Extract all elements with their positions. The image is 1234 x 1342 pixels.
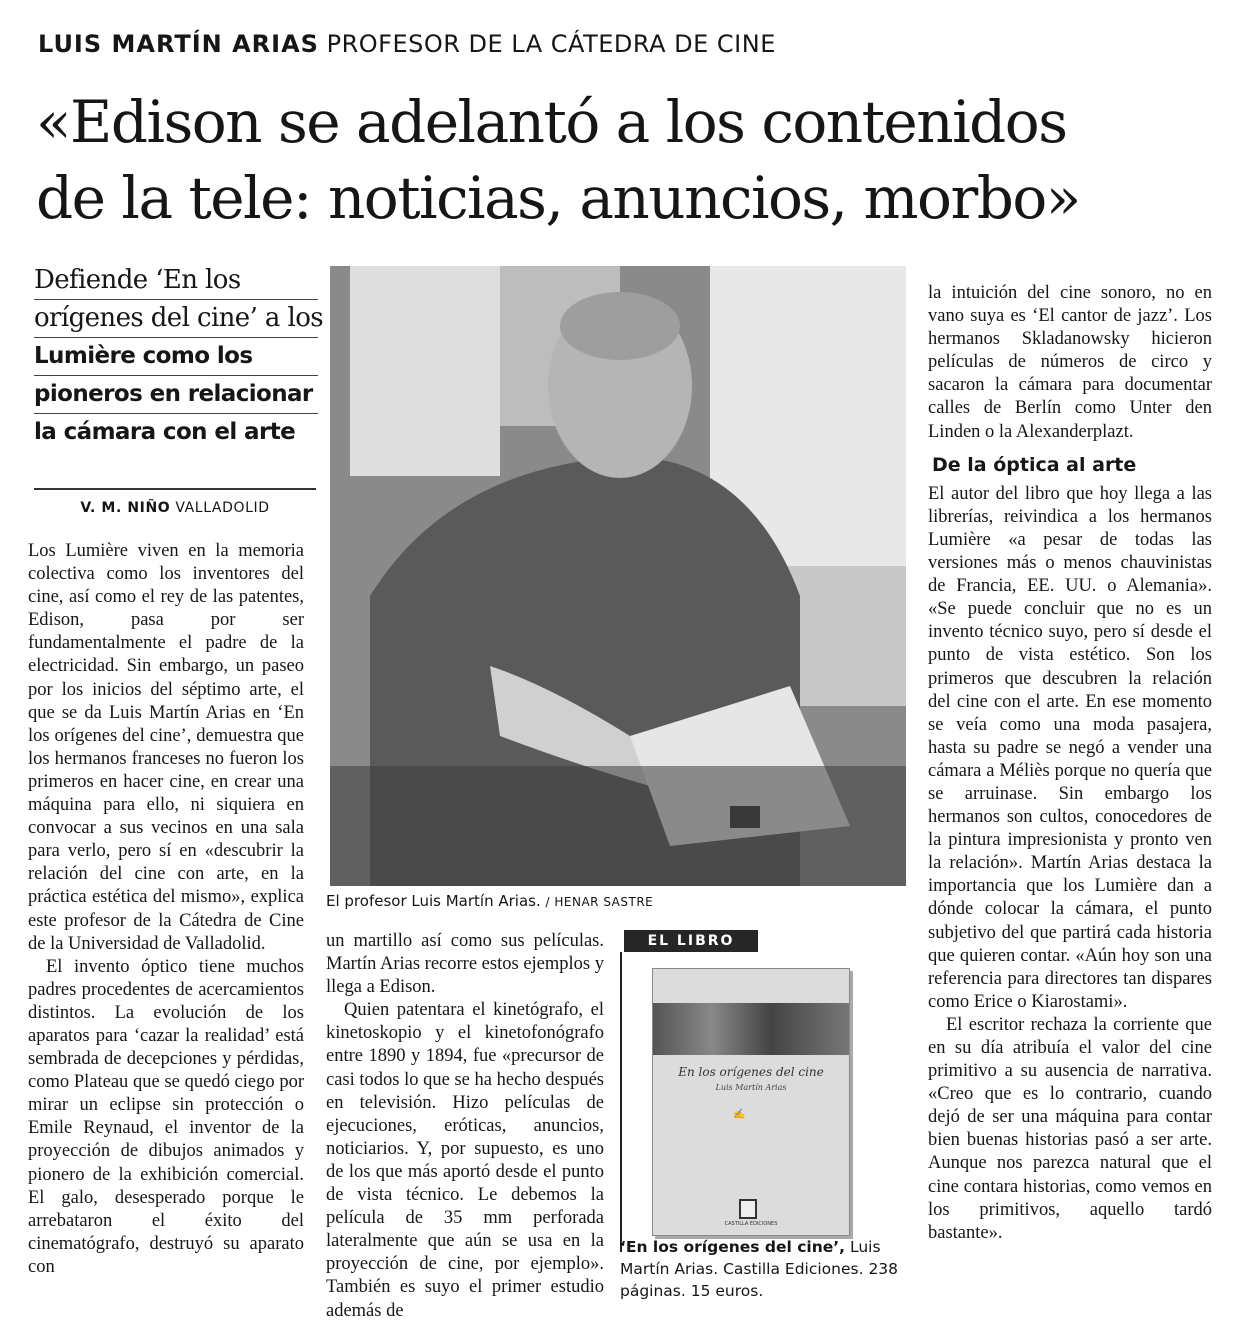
book-cover-mark: ✍ xyxy=(733,1109,746,1120)
photo xyxy=(330,266,906,886)
body-column-3 xyxy=(928,282,1212,1245)
body-column-1 xyxy=(28,540,304,1279)
subhead-line: orígenes del cine’ a los xyxy=(34,300,318,338)
photo-credit: / HENAR SASTRE xyxy=(545,895,654,909)
paragraph: El autor del libro que hoy llega a las librerías, reivindica a los hermanos Lumière «a pesar de todas las versiones más o menos chauvinistas de Francia, EE. UU. o Alemania». «Se puede concluir que no es un invento técnico suyo, pero sí desde el punto de vista estético. Son los primeros que descubren la relación del cine con el arte. En ese momento se veía como una moda pasajera, hasta su padre se negó a vender una cámara a Méliès porque no quería que se arruinase. Sin embargo los hermanos son cultos, conocedores de la pintura impresionista y pronto ven la relación». Martín Arias destaca la importancia que los Lumière dan a dónde colocar la cámara, el punto subjetivo del que partirá cada historia que quieren contar. «Aún hoy son una referencia para directores tan dispares como Erice o Kiarostami». xyxy=(928,483,1212,1012)
paragraph: El escritor rechaza la corriente que en su día atribuía el valor del cine primitivo a su ausencia de narrativa. «Creo que es lo contrario, cuando dejó de ser una máquina para contar bien buenas historias pasó a ser arte. Aunque nos parezca natural que el cine contara historias, como vemos en los primitivos, aquello tardó bastante». xyxy=(928,1014,1212,1243)
kicker-name: LUIS MARTÍN ARIAS xyxy=(38,30,319,58)
paragraph: El invento óptico tiene muchos padres procedentes de acercamientos distintos. La evolución de los aparatos para ‘cazar la realidad’ está sembrada de decepciones y pérdidas, como Plateau que se quedó ciego por mirar un eclipse sin protección o Emile Reynaud, el inventor de la proyección de dibujos animados y pionero de la exhibición comercial. El galo, desesperado porque le arrebataron el éxito del cinematógrafo, destruyó su aparato con xyxy=(28,956,304,1277)
book-box-rule xyxy=(620,952,622,1252)
book-details: Luis Martín Arias. Castilla Ediciones. 238 páginas. 15 euros. xyxy=(620,1238,899,1300)
section-subtitle: De la óptica al arte xyxy=(932,453,1137,476)
book-box xyxy=(620,930,912,1300)
book-cover-publisher: CASTILLA EDICIONES xyxy=(724,1221,778,1227)
body-column-2 xyxy=(326,930,604,1323)
book-cover xyxy=(652,968,850,1236)
subhead-line: Lumière como los xyxy=(34,338,318,376)
subhead-line: Defiende ‘En los xyxy=(34,262,318,300)
photo-illustration xyxy=(330,266,906,886)
subhead-line: pioneros en relacionar xyxy=(34,376,318,414)
kicker xyxy=(38,30,776,58)
paragraph: la intuición del cine sonoro, no en vano suya es ‘El cantor de jazz’. Los hermanos Skladanowsky hicieron películas de números de circo y sacaron la cámara para documentar calles de Berlín como Unter den Linden o la Alexanderplazt. xyxy=(928,283,1212,442)
book-box-tag: EL LIBRO xyxy=(624,930,758,952)
subhead xyxy=(34,262,323,451)
headline-line-2: de la tele: noticias, anuncios, morbo» xyxy=(36,164,1080,232)
publisher-logo-icon xyxy=(739,1199,757,1219)
byline xyxy=(34,488,316,516)
subhead-line: la cámara con el arte xyxy=(34,419,296,445)
paragraph: un martillo así como sus películas. Martín Arias recorre estos ejemplos y llega a Edison. xyxy=(326,931,604,998)
book-title: ‘En los orígenes del cine’, xyxy=(620,1238,846,1256)
book-box-caption xyxy=(620,1236,912,1302)
byline-place: VALLADOLID xyxy=(175,500,270,516)
paragraph: Quien patentara el kinetógrafo, el kinetoskopio y el kinetofonógrafo entre 1890 y 1894, fue «precursor de casi todos lo que se ha hecho después en televisión. Hizo películas de ejecuciones, eróticas, anuncios, noticiarios. Y, por supuesto, es uno de los que más aportó desde el punto de vista técnico. Le debemos la película de 35 mm perforada lateralmente que aún se usa en la proyección de cine, por ejemplo». También es suyo el primer estudio además de xyxy=(326,1000,604,1321)
book-cover-title: En los orígenes del cine xyxy=(678,1065,824,1079)
caption-text: El profesor Luis Martín Arias. xyxy=(326,892,541,910)
headline-line-1: «Edison se adelantó a los contenidos xyxy=(36,88,1067,156)
headline xyxy=(36,84,1226,236)
book-cover-author: Luis Martín Arias xyxy=(715,1083,787,1092)
byline-author: V. M. NIÑO xyxy=(80,500,171,516)
paragraph: Los Lumière viven en la memoria colectiva como los inventores del cine, así como el rey de las patentes, Edison, pasa por ser fundamentalmente el padre de la electricidad. Sin embargo, un paseo por los inicios del séptimo arte, el que se da Luis Martín Arias en ‘En los orígenes del cine’, demuestra que los hermanos franceses no fueron los primeros en hacer cine, en crear una máquina para ello, ni siquiera en convocar a sus vecinos en una sala para verlo, pero sí en «descubrir la relación del cine con arte, en la práctica estética del mismo», explica este profesor de la Cátedra de Cine de la Universidad de Valladolid. xyxy=(28,541,304,954)
book-cover-image xyxy=(653,1003,849,1055)
kicker-role: PROFESOR DE LA CÁTEDRA DE CINE xyxy=(326,30,776,58)
photo-caption xyxy=(326,892,653,910)
